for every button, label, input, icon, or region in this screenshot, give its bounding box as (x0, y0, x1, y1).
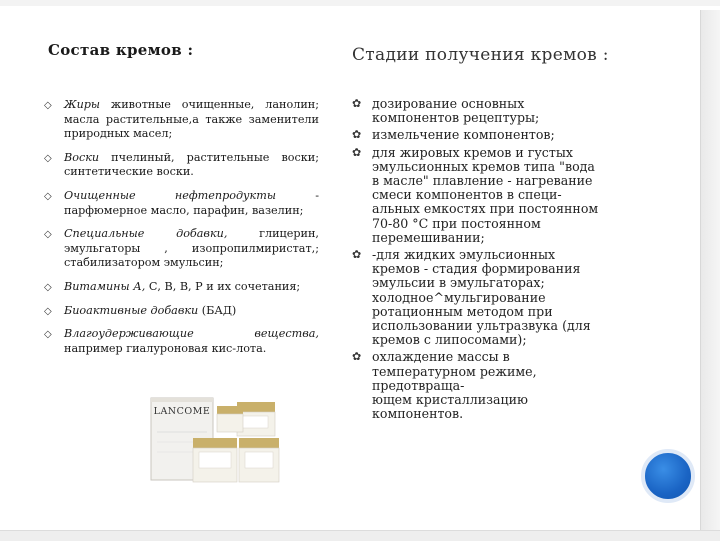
list-item (352, 97, 627, 125)
item-lead: Витамины А, (64, 279, 146, 293)
flower-bullet-icon: ✿ (352, 128, 362, 142)
item-line: 70-80 °С при постоянном (372, 215, 541, 231)
list-item (44, 189, 319, 218)
production-stages-list (352, 97, 627, 424)
composition-list (44, 98, 319, 365)
item-line: температурном режиме, (372, 363, 537, 379)
item-line: эмульсии в эмульгаторах; (372, 275, 545, 291)
item-line: -для жидких эмульсионных (372, 247, 556, 263)
item-line: компонентов. (372, 406, 464, 422)
diamond-bullet-icon: ◇ (44, 152, 52, 164)
item-line: холодное^мульгирование (372, 289, 546, 305)
brand-logo-text: LANCOME (153, 406, 211, 417)
item-text: пчелиный, растительные воски; синтетические воски. (64, 150, 319, 179)
right-column-title: Стадии получения кремов : (352, 45, 609, 65)
item-lead: Влагоудерживающие вещества, (64, 327, 319, 341)
slide-top-border (0, 0, 720, 6)
item-text: животные очищенные, ланолин; масла растительные,а также заменители природных масел; (64, 98, 319, 141)
diamond-bullet-icon: ◇ (44, 190, 52, 202)
blue-circle-decoration (641, 449, 695, 503)
item-text: (БАД) (198, 303, 237, 317)
slide-right-border (700, 10, 720, 540)
list-item (352, 128, 627, 142)
flower-bullet-icon: ✿ (352, 145, 362, 159)
item-line: смеси компонентов в специ- (372, 187, 562, 203)
item-line: дозирование основных (372, 96, 525, 111)
list-item (44, 327, 319, 356)
item-line: ющем кристаллизацию (372, 392, 529, 408)
item-line: для жировых кремов и густых (372, 144, 573, 160)
item-line: компонентов рецептуры; (372, 110, 540, 126)
item-lead: Биоактивные добавки (64, 303, 199, 317)
diamond-bullet-icon: ◇ (44, 305, 52, 317)
item-text: глицерин, эмульгаторы , изопропилмиристат,; стабилизатором эмульсин; (64, 227, 319, 270)
list-item (352, 146, 627, 245)
item-line: кремов - стадия формирования (372, 261, 581, 277)
product-photo (145, 392, 285, 492)
item-line: использовании ультразвука (для (372, 318, 591, 334)
item-line: в масле" плавление - нагревание (372, 173, 593, 189)
item-lead: Воски (64, 150, 100, 164)
cream-jar (217, 406, 243, 432)
list-item (352, 248, 627, 347)
item-text: например гиалуроновая кис-лота. (64, 341, 267, 355)
list-item (44, 151, 319, 180)
list-item (44, 98, 319, 142)
item-text: С, В, В, Р и их сочетания; (145, 279, 301, 293)
item-line: предотвраща- (372, 377, 465, 393)
item-line: перемешивании; (372, 229, 485, 245)
cream-jar (239, 438, 279, 482)
item-lead: Очищенные нефтепродукты (64, 188, 276, 202)
item-line: измельчение компонентов; (372, 127, 555, 143)
flower-bullet-icon: ✿ (352, 248, 362, 262)
diamond-bullet-icon: ◇ (44, 281, 52, 293)
cream-jar (193, 438, 237, 482)
item-line: альных емкостях при постоянном (372, 201, 599, 217)
item-line: кремов с липосомами); (372, 332, 527, 348)
list-item (44, 304, 319, 319)
item-lead: Жиры (64, 98, 101, 111)
item-line: ротационным методом при (372, 303, 553, 319)
item-text: - парфюмерное масло, парафин, вазелин; (64, 188, 319, 217)
item-line: охлаждение массы в (372, 349, 510, 365)
flower-bullet-icon: ✿ (352, 350, 362, 364)
left-column-title: Состав кремов : (48, 41, 194, 59)
flower-bullet-icon: ✿ (352, 97, 362, 110)
list-item (44, 280, 319, 295)
diamond-bullet-icon: ◇ (44, 100, 52, 111)
item-lead: Специальные добавки, (64, 227, 228, 241)
item-line: эмульсионных кремов типа "вода (372, 158, 595, 174)
diamond-bullet-icon: ◇ (44, 329, 52, 341)
slide-bottom-border (0, 530, 720, 541)
list-item (44, 227, 319, 271)
list-item (352, 350, 627, 421)
diamond-bullet-icon: ◇ (44, 229, 52, 241)
